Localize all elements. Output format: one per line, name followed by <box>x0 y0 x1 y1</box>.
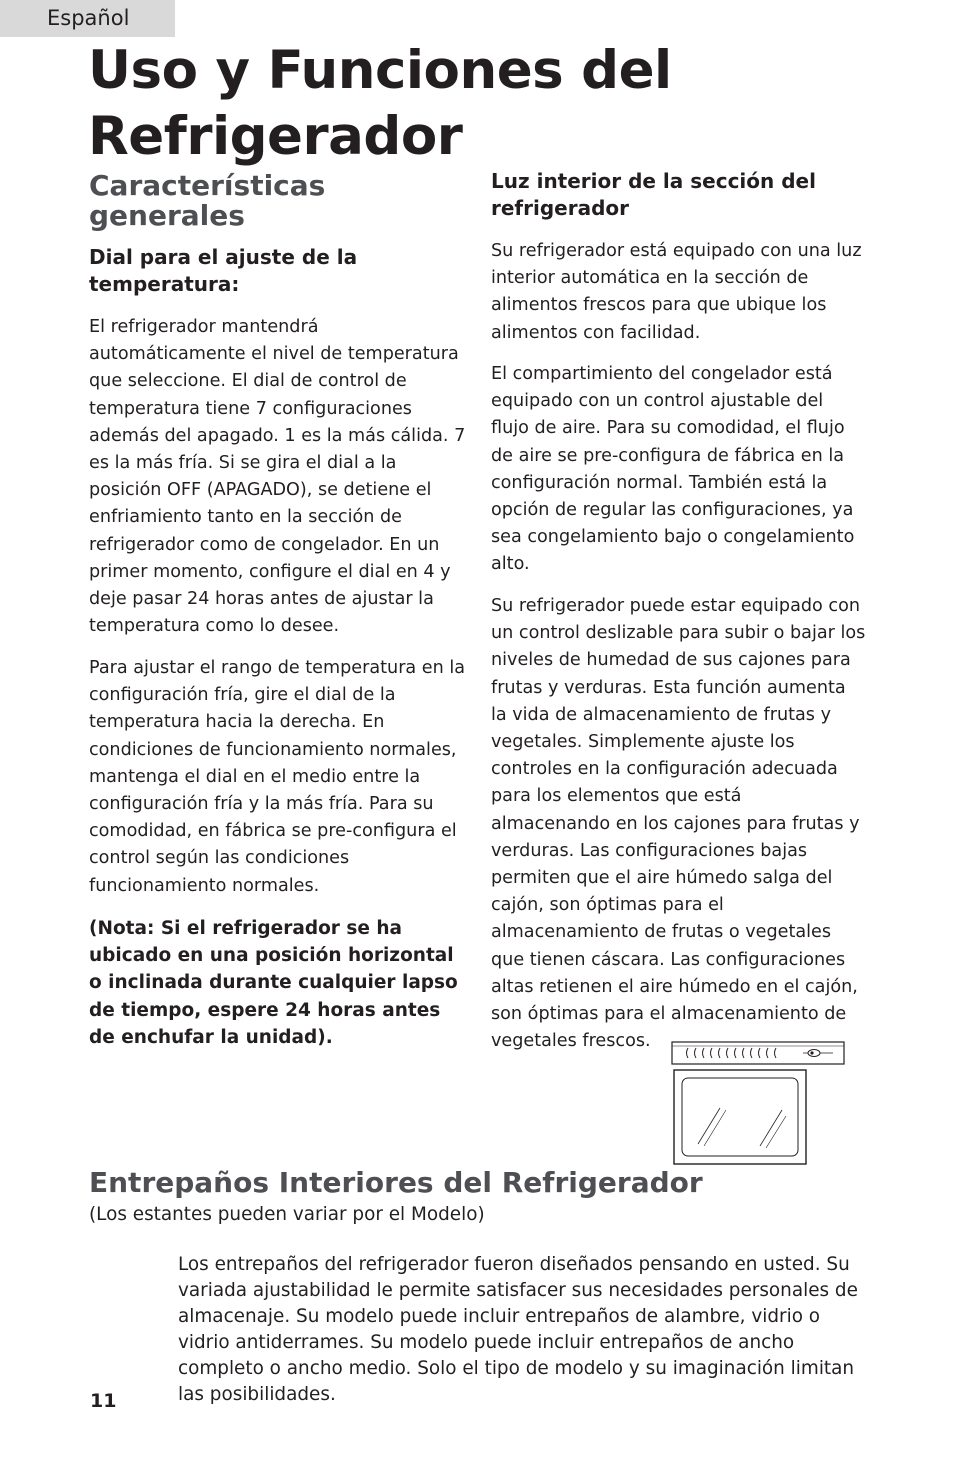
subheading-interior-light: Luz interior de la sección del refrigerador <box>491 169 816 220</box>
paragraph-shelves: Los entrepaños del refrigerador fueron diseñados pensando en usted. Su variada ajustabilidad le permite satisfacer sus necesidades personales de almacenaje. Su modelo puede incluir entrepaños de alambre, vidrio o vidrio antiderrames. Su modelo puede incluir entrepaños de ancho completo o ancho medio. Solo el tipo de modelo y su imaginación limitan las posibilidades. <box>178 1254 858 1405</box>
paragraph-temperature-range: Para ajustar el rango de temperatura en la configuración fría, gire el dial de la temperatura hacia la derecha. En condiciones de funcionamiento normales, mantenga el dial en el medio entre la configuración fría y la más fría. Para su comodidad, en fábrica se pre-configura el control según las condiciones funcionamiento normales. <box>89 658 466 896</box>
section-heading-general-features: Características generales <box>89 169 326 232</box>
paragraph-crisper-humidity: Su refrigerador puede estar equipado con un control deslizable para subir o bajar los niveles de humedad de sus cajones para frutas y verduras. Esta función aumenta la vida de almacenamiento de frutas y vegetales. Simplemente ajuste los controles en la configuración adecuada para los elementos que está almacenando en los cajones para frutas y verduras. Las configuraciones bajas permiten que el aire húmedo salga del cajón, son óptimas para el almacenamiento de frutas o vegetales que tienen cáscara. Las configuraciones altas retienen el aire húmedo en el cajón, son óptimas para el almacenamiento de vegetales frescos. <box>491 596 866 1052</box>
subheading-temperature-dial: Dial para el ajuste de la temperatura: <box>89 245 358 296</box>
paragraph-temperature-dial: El refrigerador mantendrá automáticamente el nivel de temperatura que seleccione. El dial de control de temperatura tiene 7 configuraciones además del apagado. 1 es la más cálida. 7 es la más fría. Si se gira el dial a la posición OFF (APAGADO), se detiene el enfriamiento tanto en la sección de refrigerador como de congelador. En un primer momento, configure el dial en 4 y deje pasar 24 horas antes de ajustar la temperatura como lo desee. <box>89 317 466 637</box>
shelves-model-note: (Los estantes pueden variar por el Modelo) <box>89 1204 485 1225</box>
paragraph-freezer-airflow: El compartimiento del congelador está equipado con un control ajustable del flujo de aire. Para su comodidad, el flujo de aire se pre-configura de fábrica en la configuración normal. También está la opción de regular las configuraciones, ya sea congelamiento bajo o congelamiento alto. <box>491 364 855 575</box>
note-level-unit: (Nota: Si el refrigerador se ha ubicado en una posición horizontal o inclinada durante cualquier lapso de tiempo, espere 24 horas antes de enchufar la unidad). <box>89 918 458 1048</box>
paragraph-interior-light: Su refrigerador está equipado con una luz interior automática en la sección de alimentos frescos para que ubique los alimentos con facilidad. <box>491 241 862 343</box>
section-heading-interior-shelves: Entrepaños Interiores del Refrigerador <box>89 1166 703 1199</box>
language-tab: Español <box>0 0 175 37</box>
page-number: 11 <box>90 1390 117 1412</box>
crisper-drawer-humidity-slider-icon <box>668 1036 848 1170</box>
page-title: Uso y Funciones del Refrigerador <box>88 40 672 167</box>
